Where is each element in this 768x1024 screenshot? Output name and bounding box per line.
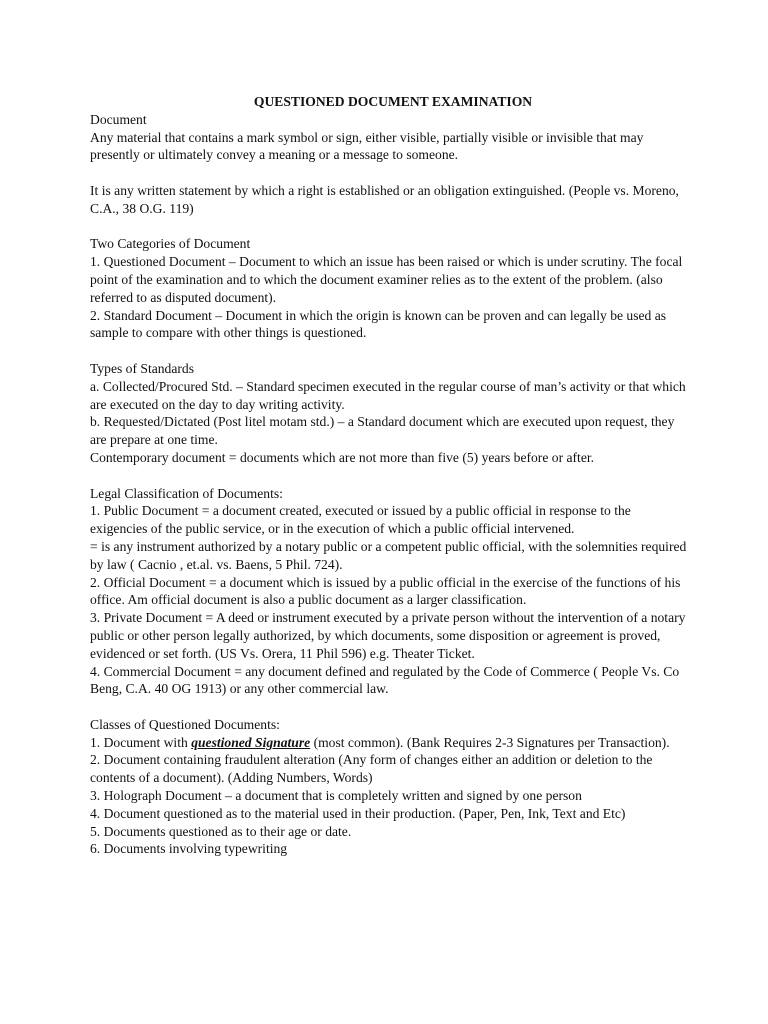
section-heading-categories: Two Categories of Document	[90, 236, 251, 252]
class-item: 3. Holograph Document – a document that is completely written and signed by one person	[90, 788, 582, 804]
category-item: 1. Questioned Document – Document to which an issue has been raised or which is under scrutiny. The focal point of the examination and to which the document examiner relies as to the extent of the problem. (also referred to as disputed document).	[90, 254, 683, 305]
standard-item: a. Collected/Procured Std. – Standard specimen executed in the regular course of man’s activity or that which are executed on the day to day writing activity.	[90, 378, 686, 412]
section-heading-legal: Legal Classification of Documents:	[90, 485, 283, 501]
paragraph-gap	[90, 467, 690, 485]
document-title: QUESTIONED DOCUMENT EXAMINATION	[253, 94, 533, 109]
standard-item: b. Requested/Dictated (Post litel motam std.) – a Standard document which are executed upon request, they are prepare at one time.	[90, 414, 675, 448]
class-item-suffix: (most common). (Bank Requires 2-3 Signatures per Transaction).	[310, 734, 670, 750]
section-heading-standards: Types of Standards	[90, 360, 195, 376]
standard-item: Contemporary document = documents which are not more than five (5) years before or after.	[90, 449, 595, 465]
legal-item: 2. Official Document = a document which is issued by a public official in the exercise of the functions of his office. Am official document is also a public document as a larger classification.	[90, 574, 681, 608]
class-item: 5. Documents questioned as to their age or date.	[90, 823, 352, 839]
document-legal-definition: It is any written statement by which a right is established or an obligation extinguished. (People vs. Moreno, C.A., 38 O.G. 119)	[90, 182, 679, 216]
class-item-emphasis: questioned Signature	[191, 734, 311, 750]
paragraph-gap	[90, 698, 690, 716]
class-item: 4. Document questioned as to the material used in their production. (Paper, Pen, Ink, Text and Etc)	[90, 805, 626, 821]
class-item	[90, 734, 690, 752]
legal-item: 1. Public Document = a document created, executed or issued by a public official in response to the exigencies of the public service, or in the execution of which a public official intervened.	[90, 503, 631, 537]
document-definition: Any material that contains a mark symbol or sign, either visible, partially visible or invisible that may presently or ultimately convey a meaning or a message to someone.	[90, 129, 644, 163]
legal-item: = is any instrument authorized by a notary public or a competent public official, with the solemnities required by law ( Cacnio , et.al. vs. Baens, 5 Phil. 724).	[90, 538, 687, 572]
category-item: 2. Standard Document – Document in which the origin is known can be proven and can legally be used as sample to compare with other things is questioned.	[90, 307, 667, 341]
legal-item: 4. Commercial Document = any document defined and regulated by the Code of Commerce ( People Vs. Co Beng, C.A. 40 OG 1913) or any other commercial law.	[90, 663, 680, 697]
class-item: 6. Documents involving typewriting	[90, 841, 288, 857]
paragraph-gap	[90, 342, 690, 360]
paragraph-gap	[90, 218, 690, 236]
document-page	[90, 93, 690, 858]
section-heading-classes: Classes of Questioned Documents:	[90, 716, 280, 732]
legal-item: 3. Private Document = A deed or instrument executed by a private person without the intervention of a notary public or other person legally authorized, by which documents, some disposition or agreement is proved, evidenced or set forth. (US Vs. Orera, 11 Phil 596) e.g. Theater Ticket.	[90, 610, 686, 661]
class-item: 2. Document containing fraudulent alteration (Any form of changes either an addition or deletion to the contents of a document). (Adding Numbers, Words)	[90, 752, 653, 786]
section-heading-document: Document	[90, 111, 147, 127]
paragraph-gap	[90, 164, 690, 182]
class-item-prefix: 1. Document with	[90, 734, 192, 750]
